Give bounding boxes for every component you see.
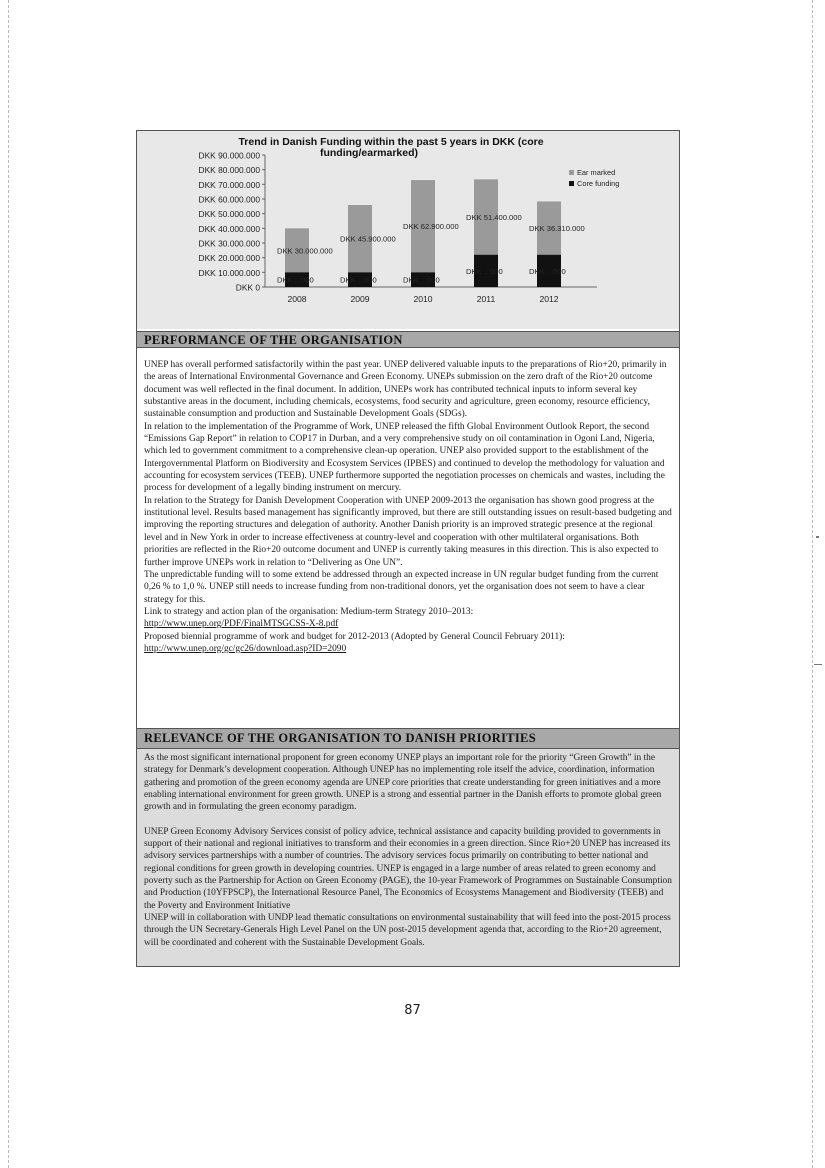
data-label-earmarked: DKK 62.900.000 — [403, 222, 459, 232]
performance-paragraph-2: In relation to the implementation of the Programme of Work, UNEP released the fifth Global Environment Outlook Report, the second “Emissions Gap Report” in relation to COP17 in Durban, and a very comprehensive study on oil contamination in Ogoni Land, Nigeria, which led to government commitment to a comprehensive clean-up operation. UNEP also provided support to the establishment of the Intergovernmental Platform on Biodiversity and Ecosystem Services (IPBES) and continued to develop the methodology for valuation and accounting for ecosystem services (TEEB). UNEP furthermore supported the negotiation processes on chemicals and wastes, including the process for development of a legally binding instrument on mercury. — [144, 421, 665, 494]
strategy-link-label: Link to strategy and action plan of the organisation: Medium-term Strategy 2010–2013: — [144, 606, 474, 617]
legend-label: Ear marked — [577, 168, 616, 177]
y-tick-label: DKK 30.000.000 — [198, 238, 260, 249]
data-label-core: DKK ...000 — [340, 275, 377, 285]
x-tick-label: 2012 — [539, 294, 559, 304]
data-label-core: DKK ...000 — [529, 266, 566, 276]
data-label-earmarked: DKK 45.900.000 — [340, 234, 396, 244]
x-tick-label: 2009 — [350, 294, 370, 304]
y-tick-label: DKK 80.000.000 — [198, 165, 260, 176]
page-number: 87 — [404, 1003, 421, 1018]
relevance-paragraph-3: UNEP will in collaboration with UNDP lead thematic consultations on environmental sustainability that will feed into the post-2015 process through the UN Secretary-Generals High Level Panel on the UN post-2015 development agenda that, according to the Rio+20 agreement, will be coordinated and coherent with the Sustainable Development Goals. — [144, 913, 671, 948]
x-tick-label: 2008 — [287, 294, 307, 304]
relevance-paragraph-1: As the most significant international proponent for green economy UNEP plays an important role for the priority “Green Growth” in the strategy for Denmark’s development cooperation. Although UNEP has no implementing role itself the advice, coordination, information gathering and promotion of the green economy agenda are UNEP core priorities that create understanding for green initiatives and a more enabling international environment for green growth. UNEP is a strong and essential partner in the Danish efforts to promote global green growth and in formulating the green economy paradigm. — [144, 753, 662, 813]
x-tick-label: 2010 — [413, 294, 433, 304]
margin-mark — [816, 536, 819, 538]
y-tick-label: DKK 70.000.000 — [198, 179, 260, 190]
strategy-link[interactable]: http://www.unep.org/PDF/FinalMTSGCSS-X-8.pdf — [144, 619, 339, 630]
relevance-section-header: RELEVANCE OF THE ORGANISATION TO DANISH PRIORITIES — [137, 728, 679, 749]
data-label-core: DKK ...000 — [403, 275, 440, 285]
relevance-paragraph-2: UNEP Green Economy Advisory Services consist of policy advice, technical assistance and capacity building provided to governments in support of their national and regional initiatives to transform and their economies in a green direction. Since Rio+20 UNEP has increased its advisory services partnerships with a number of countries. The advisory services focus primarily on contributing to better national and regional conditions for green growth in developing countries. UNEP is engaged in a large number of areas related to green economy and poverty such as the Partnership for Action on Green Economy (PAGE), the 10-year Framework of Programmes on Sustainable Consumption and Production (10YFPSCP), the International Resource Panel, The Economics of Ecosystems Management and Biodiversity (TEEB) and the Poverty and Environment Initiative — [144, 826, 672, 911]
data-label-earmarked: DKK 36.310.000 — [529, 224, 585, 234]
y-tick-label: DKK 40.000.000 — [198, 223, 260, 234]
data-label-core: DKK ...000 — [277, 275, 314, 285]
chart-title-line1: Trend in Danish Funding within the past 5 years in DKK (core — [238, 136, 544, 148]
performance-section-header: PERFORMANCE OF THE ORGANISATION — [137, 331, 679, 348]
y-tick-label: DKK 60.000.000 — [198, 194, 260, 205]
chart-title-line2: funding/earmarked) — [319, 147, 419, 159]
performance-paragraph-4: The unpredictable funding will to some extend be addressed through an expected increase in UN regular budget funding from the current 0,26 % to 1,0 %. UNEP still needs to increase funding from non-traditional donors, yet the organisation does not seem to have a clear strategy for this. — [144, 569, 659, 605]
y-tick-label: DKK 50.000.000 — [198, 209, 260, 220]
legend-label: Core funding — [577, 179, 620, 188]
y-tick-label: DKK 90.000.000 — [198, 150, 260, 161]
y-tick-label: DKK 20.000.000 — [198, 253, 260, 264]
programme-link-label: Proposed biennial programme of work and budget for 2012-2013 (Adopted by General Council February 2011): — [144, 631, 565, 642]
y-tick-label: DKK 10.000.000 — [198, 267, 260, 278]
data-label-earmarked: DKK 51.400.000 — [466, 213, 522, 223]
x-tick-label: 2011 — [476, 294, 496, 304]
data-label-core: DKK ...000 — [466, 266, 503, 276]
performance-paragraph-3: In relation to the Strategy for Danish Development Cooperation with UNEP 2009-2013 the organisation has shown good progress at the institutional level. Results based management has significantly improved, but there are still outstanding issues on result-based budgeting and improving the reporting structures and delegation of authority. Another Danish priority is an improved strategic presence at the regional level and in New York in order to increase effectiveness at country-level and cooperation with other multilateral organisations. Both priorities are reflected in the Rio+20 outcome document and UNEP is currently taking measures in this direction. This is also expected to further improve UNEPs work in relation to “Delivering as One UN”. — [144, 495, 672, 568]
scan-margin-left — [8, 0, 9, 1168]
paragraph-gap — [144, 814, 672, 826]
performance-section-body — [137, 354, 679, 728]
performance-paragraph-1: UNEP has overall performed satisfactorily within the past year. UNEP delivered valuable inputs to the preparations of Rio+20, primarily in the areas of International Environmental Governance and Green Economy. UNEPs submission on the zero draft of the Rio+20 outcome document was well reflected in the final document. In addition, UNEPs work has contributed technical inputs to inform several key substantive areas in the document, including chemicals, ecosystems, food security and agriculture, green economy, resource efficiency, sustainable consumption and production and Sustainable Development Goals (SDGs). — [144, 360, 667, 420]
programme-link[interactable]: http://www.unep.org/gc/gc26/download.asp?ID=2090 — [144, 643, 347, 654]
data-label-earmarked: DKK 30.000.000 — [277, 246, 333, 256]
scan-margin-right — [812, 0, 813, 1168]
margin-mark — [814, 664, 822, 665]
relevance-section-body — [137, 749, 679, 966]
y-tick-label: DKK 0 — [235, 282, 260, 293]
